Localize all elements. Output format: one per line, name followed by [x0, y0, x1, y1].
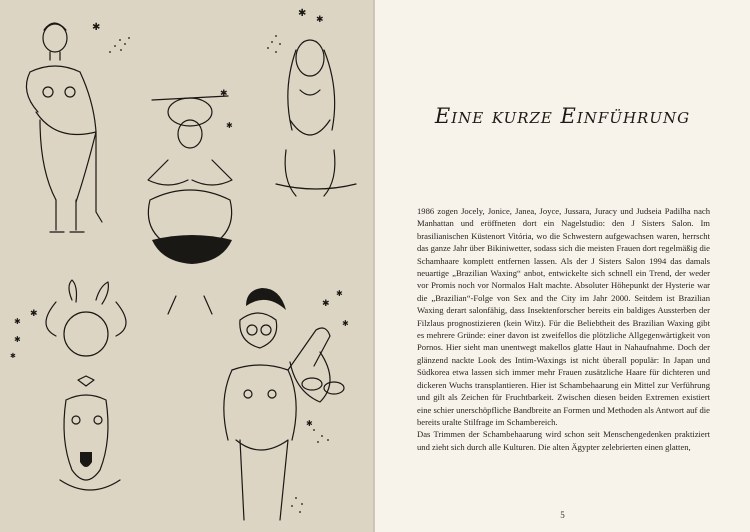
shadow-mark [80, 452, 92, 467]
svg-text:✱: ✱ [336, 289, 343, 298]
svg-text:✱: ✱ [14, 317, 21, 326]
svg-text:✱: ✱ [14, 335, 21, 344]
svg-text:✱: ✱ [226, 121, 233, 130]
svg-text:✱: ✱ [30, 309, 38, 319]
svg-text:✱: ✱ [306, 419, 313, 428]
dot-clusters [109, 35, 329, 513]
figure-classical-statue [26, 23, 102, 232]
page-number: 5 [560, 510, 565, 520]
paragraph: Das Trimmen der Schambehaarung wird schon seit Menschengedenken praktiziert und zieht sich durch alle Kulturen. Die alten Ägypter zelebrierten einen glatten, [417, 429, 710, 452]
body-text [417, 205, 710, 453]
figure-geisha [148, 96, 232, 314]
chapter-title: Eine kurze Einführung [434, 104, 691, 128]
svg-text:✱: ✱ [10, 352, 16, 360]
svg-text:✱: ✱ [92, 22, 101, 33]
figure-with-bra [224, 313, 344, 520]
paragraph: 1986 zogen Jocely, Jonice, Janea, Joyce, Jussara, Juracy und Judseia Padilha nach Manhattan und eröffneten dort ein Nagelstudio: den J Sisters Salon. Im brasilianischen Küstenort Vitória, wo die Schwestern aufgewachsen waren, herrscht das ganze Jahr über Bikiniwetter, sodass sich die meisten Frauen dort regelmäßig die Schamhaare komplett entfernen lassen. Als der J Sisters Salon 1994 das damals neuartige „Brazilian Waxing“ anbot, entwickelte sich schnell ein Trend, der weder vor Promis noch vor Normalos Halt machte. Absoluter Höhepunkt der Hysterie war die „Brazilian“-Folge von Sex and the City im Jahr 2000. Seitdem ist Brazilian Waxing derart salonfähig, dass Insektenforscher bereits ein baldiges Aussterben der Filzlaus prognostizieren (kein Witz). Für die Beliebtheit des Brazilian Waxing gibt es mehrere Gründe: einer davon ist zweifellos die plötzliche Allgegenwärtigkeit von Pornos. Hier sieht man unentwegt makellos glatte Haut in Nahaufnahme. Doch der glänzend nackte Look des Intim-Waxings ist nicht überall populär: In Japan und Südkorea etwa lassen sich immer mehr Frauen zusätzliche Haare für dichteren und dickeren Wuchs transplantieren. Hier ist Schambehaarung ein Mittel zur Verführung und gilt als Zeichen für Fruchtbarkeit. Zwischen diesen beiden Extremen existiert eine schier unerschöpfliche Bandbreite an Formen und Methoden als Antwort auf die bereits uralte Stilfrage im Schambereich. [417, 206, 710, 427]
figure-bather [276, 40, 356, 196]
svg-text:✱: ✱ [298, 8, 307, 19]
svg-text:✱: ✱ [342, 319, 349, 328]
svg-text:✱: ✱ [322, 299, 330, 309]
kimono-shadow [152, 235, 232, 264]
decorative-stars [10, 8, 349, 428]
svg-text:✱: ✱ [316, 15, 324, 25]
hair-shape [246, 288, 286, 310]
svg-text:✱: ✱ [220, 89, 228, 99]
text-page [375, 0, 750, 532]
